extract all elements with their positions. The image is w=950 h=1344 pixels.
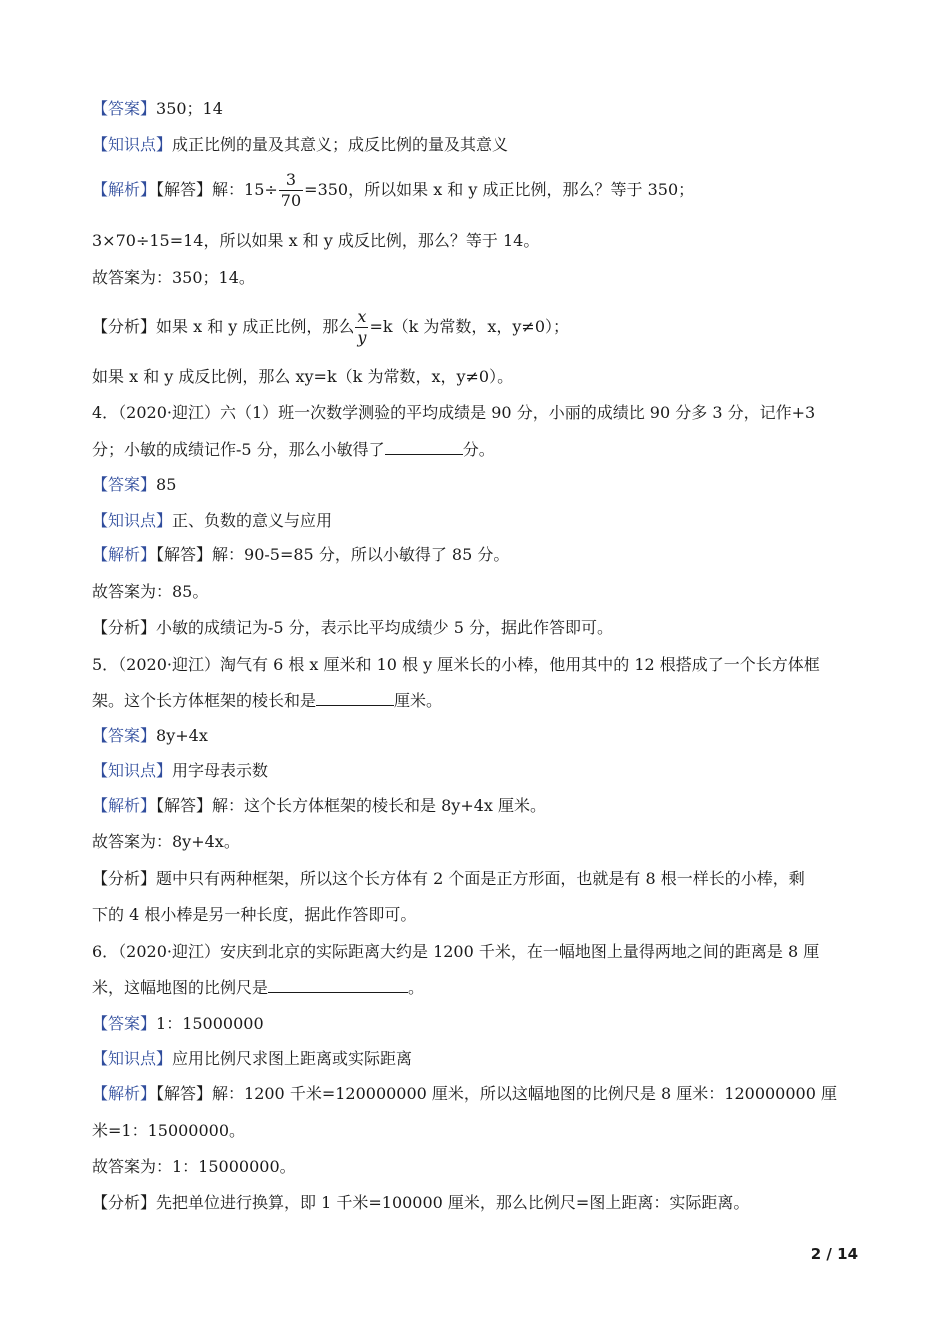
q3-solution-line-3: 故答案为：350；14。 <box>92 268 255 287</box>
q6-answer-line <box>92 1014 264 1034</box>
answer-blank <box>385 440 463 455</box>
answer-tag: 【答案】 <box>92 726 157 745</box>
knowledge-text: 应用比例尺求图上距离或实际距离 <box>172 1049 413 1068</box>
q6-knowledge-line <box>92 1049 412 1069</box>
q3-solution-line-2: 3×70÷15=14，所以如果 x 和 y 成反比例，那么？等于 14。 <box>92 231 540 250</box>
q5-analysis-line-1: 【分析】题中只有两种框架，所以这个长方体有 2 个面是正方形面，也就是有 8 根一样长的小棒，剩 <box>92 869 805 888</box>
fraction-denominator: y <box>357 328 367 347</box>
answer-blank <box>316 691 394 706</box>
q5-solution-line <box>92 796 546 816</box>
answer-tag: 【答案】 <box>92 475 157 494</box>
fraction-denominator: 70 <box>280 191 302 210</box>
q6-question-line-1: 6．（2020·迎江）安庆到北京的实际距离大约是 1200 千米，在一幅地图上量得两地之间的距离是 8 厘 <box>92 942 820 961</box>
solution-tag: 【解析】 <box>92 1084 157 1103</box>
knowledge-tag: 【知识点】 <box>92 135 173 154</box>
question-text-post: 。 <box>408 978 425 997</box>
q4-question-line-2 <box>92 440 495 460</box>
q6-solution-line-3: 故答案为：1：15000000。 <box>92 1157 296 1176</box>
solution-tag: 【解析】 <box>92 796 157 815</box>
analysis-text-pre: 【分析】如果 x 和 y 成正比例，那么 <box>92 317 355 336</box>
question-text-pre: 米，这幅地图的比例尺是 <box>92 978 269 997</box>
knowledge-text: 成正比例的量及其意义；成反比例的量及其意义 <box>172 135 509 154</box>
answer-tag: 【答案】 <box>92 1014 157 1033</box>
q6-analysis-line: 【分析】先把单位进行换算，即 1 千米=100000 厘米，那么比例尺=图上距离：实际距离。 <box>92 1193 750 1212</box>
solution-tag: 【解析】 <box>92 545 157 564</box>
fraction-numerator: x <box>355 307 368 328</box>
q3-answer-line <box>92 99 223 119</box>
q5-question-line-2 <box>92 691 442 711</box>
q5-answer-line <box>92 726 208 746</box>
solution-text-post: =350，所以如果 x 和 y 成正比例，那么？等于 350； <box>304 180 695 199</box>
q3-solution-line <box>92 170 694 211</box>
q4-knowledge-line <box>92 511 332 531</box>
q3-analysis-line-2: 如果 x 和 y 成反比例，那么 xy=k（k 为常数，x，y≠0）。 <box>92 367 514 386</box>
q4-analysis-line: 【分析】小敏的成绩记为-5 分，表示比平均成绩少 5 分，据此作答即可。 <box>92 618 614 637</box>
question-text-pre: 分；小敏的成绩记作-5 分，那么小敏得了 <box>92 440 385 459</box>
answer-text: 350；14 <box>156 99 223 118</box>
q5-question-line-1: 5．（2020·迎江）淘气有 6 根 x 厘米和 10 根 y 厘米长的小棒，他用其中的 12 根搭成了一个长方体框 <box>92 655 820 674</box>
q6-solution-line <box>92 1084 837 1104</box>
q4-solution-line-2: 故答案为：85。 <box>92 582 209 601</box>
solution-text: 【解答】解：90-5=85 分，所以小敏得了 85 分。 <box>156 545 510 564</box>
fraction-numerator: 3 <box>279 170 303 191</box>
q6-question-line-2 <box>92 978 424 998</box>
q5-knowledge-line <box>92 761 268 781</box>
question-text-post: 分。 <box>462 440 495 459</box>
q5-analysis-line-2: 下的 4 根小棒是另一种长度，据此作答即可。 <box>92 905 417 924</box>
analysis-text-post: =k（k 为常数，x，y≠0）； <box>369 317 570 336</box>
q3-knowledge-line <box>92 135 508 155</box>
q4-answer-line <box>92 475 176 495</box>
question-text-pre: 架。这个长方体框架的棱长和是 <box>92 691 317 710</box>
solution-text: 【解答】解：1200 千米=120000000 厘米，所以这幅地图的比例尺是 8 厘米：120000000 厘 <box>156 1084 837 1103</box>
answer-text: 8y+4x <box>156 726 208 745</box>
q4-solution-line <box>92 545 509 565</box>
fraction-3-over-70 <box>279 170 303 211</box>
answer-text: 85 <box>156 475 177 494</box>
q4-question-line-1: 4．（2020·迎江）六（1）班一次数学测验的平均成绩是 90 分，小丽的成绩比 90 分多 3 分，记作+3 <box>92 403 816 422</box>
knowledge-tag: 【知识点】 <box>92 511 173 530</box>
solution-tag: 【解析】 <box>92 180 157 199</box>
answer-text: 1：15000000 <box>156 1014 264 1033</box>
fraction-x-over-y <box>355 307 368 348</box>
answer-blank <box>268 978 408 993</box>
page-number: 2 / 14 <box>810 1245 858 1263</box>
knowledge-tag: 【知识点】 <box>92 1049 173 1068</box>
solution-text: 【解答】解：这个长方体框架的棱长和是 8y+4x 厘米。 <box>156 796 547 815</box>
knowledge-text: 正、负数的意义与应用 <box>172 511 333 530</box>
q3-analysis-line <box>92 307 569 348</box>
question-text-post: 厘米。 <box>394 691 443 710</box>
knowledge-tag: 【知识点】 <box>92 761 173 780</box>
solution-text-pre: 【解答】解：15÷ <box>156 180 278 199</box>
knowledge-text: 用字母表示数 <box>172 761 269 780</box>
q5-solution-line-2: 故答案为：8y+4x。 <box>92 832 240 851</box>
q6-solution-line-2: 米=1：15000000。 <box>92 1121 246 1140</box>
answer-tag: 【答案】 <box>92 99 157 118</box>
